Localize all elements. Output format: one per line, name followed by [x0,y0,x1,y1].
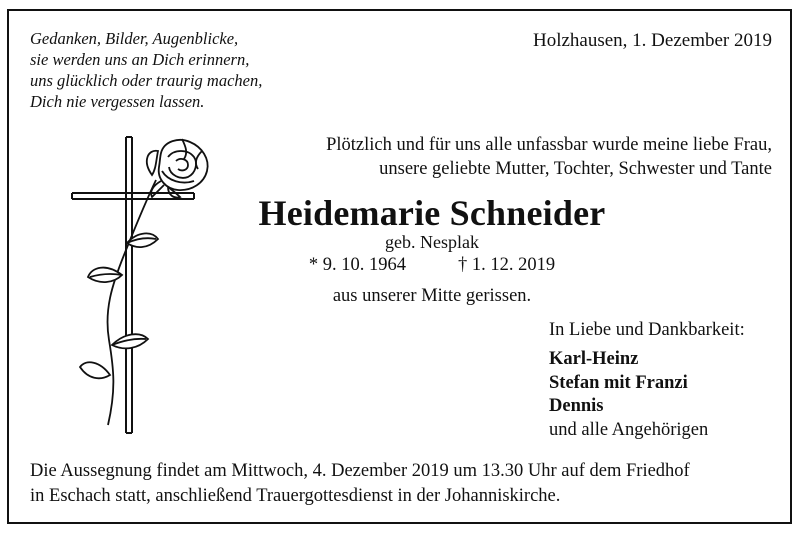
life-dates [252,255,612,276]
mourners-rest: und alle Angehörigen [549,419,709,440]
service-details [30,459,690,509]
memorial-poem [30,28,262,112]
loss-statement: aus unserer Mitte gerissen. [332,286,532,306]
announcement-intro [326,133,772,181]
poem-line: Dich nie vergessen lassen. [30,92,205,111]
poem-line: sie werden uns an Dich erinnern, [30,50,250,69]
intro-line-2: unsere geliebte Mutter, Tochter, Schwester und Tante [379,159,772,179]
rose-icon [80,139,208,425]
poem-line: Gedanken, Bilder, Augenblicke, [30,29,239,48]
maiden-name: geb. Nesplak [385,232,479,252]
cross-and-rose-emblem [64,135,224,435]
birth-date: * 9. 10. 1964 [308,255,406,275]
death-date: † 1. 12. 2019 [458,255,556,275]
mourner-name: Dennis [549,396,604,416]
service-line-1: Die Aussegnung findet am Mittwoch, 4. Dezember 2019 um 13.30 Uhr auf dem Friedhof [30,461,690,481]
mourners-list [549,348,708,442]
deceased-name: Heidemarie Schneider [258,193,606,233]
poem-line: uns glücklich oder traurig machen, [30,71,263,90]
mourner-name: Karl-Heinz [549,349,639,369]
gratitude-line: In Liebe und Dankbarkeit: [549,320,745,340]
intro-line-1: Plötzlich und für uns alle unfassbar wurde meine liebe Frau, [326,135,772,155]
place-date: Holzhausen, 1. Dezember 2019 [532,30,772,51]
service-line-2: in Eschach statt, anschließend Trauergottesdienst in der Johanniskirche. [30,486,561,506]
mourner-name: Stefan mit Franzi [549,372,688,393]
